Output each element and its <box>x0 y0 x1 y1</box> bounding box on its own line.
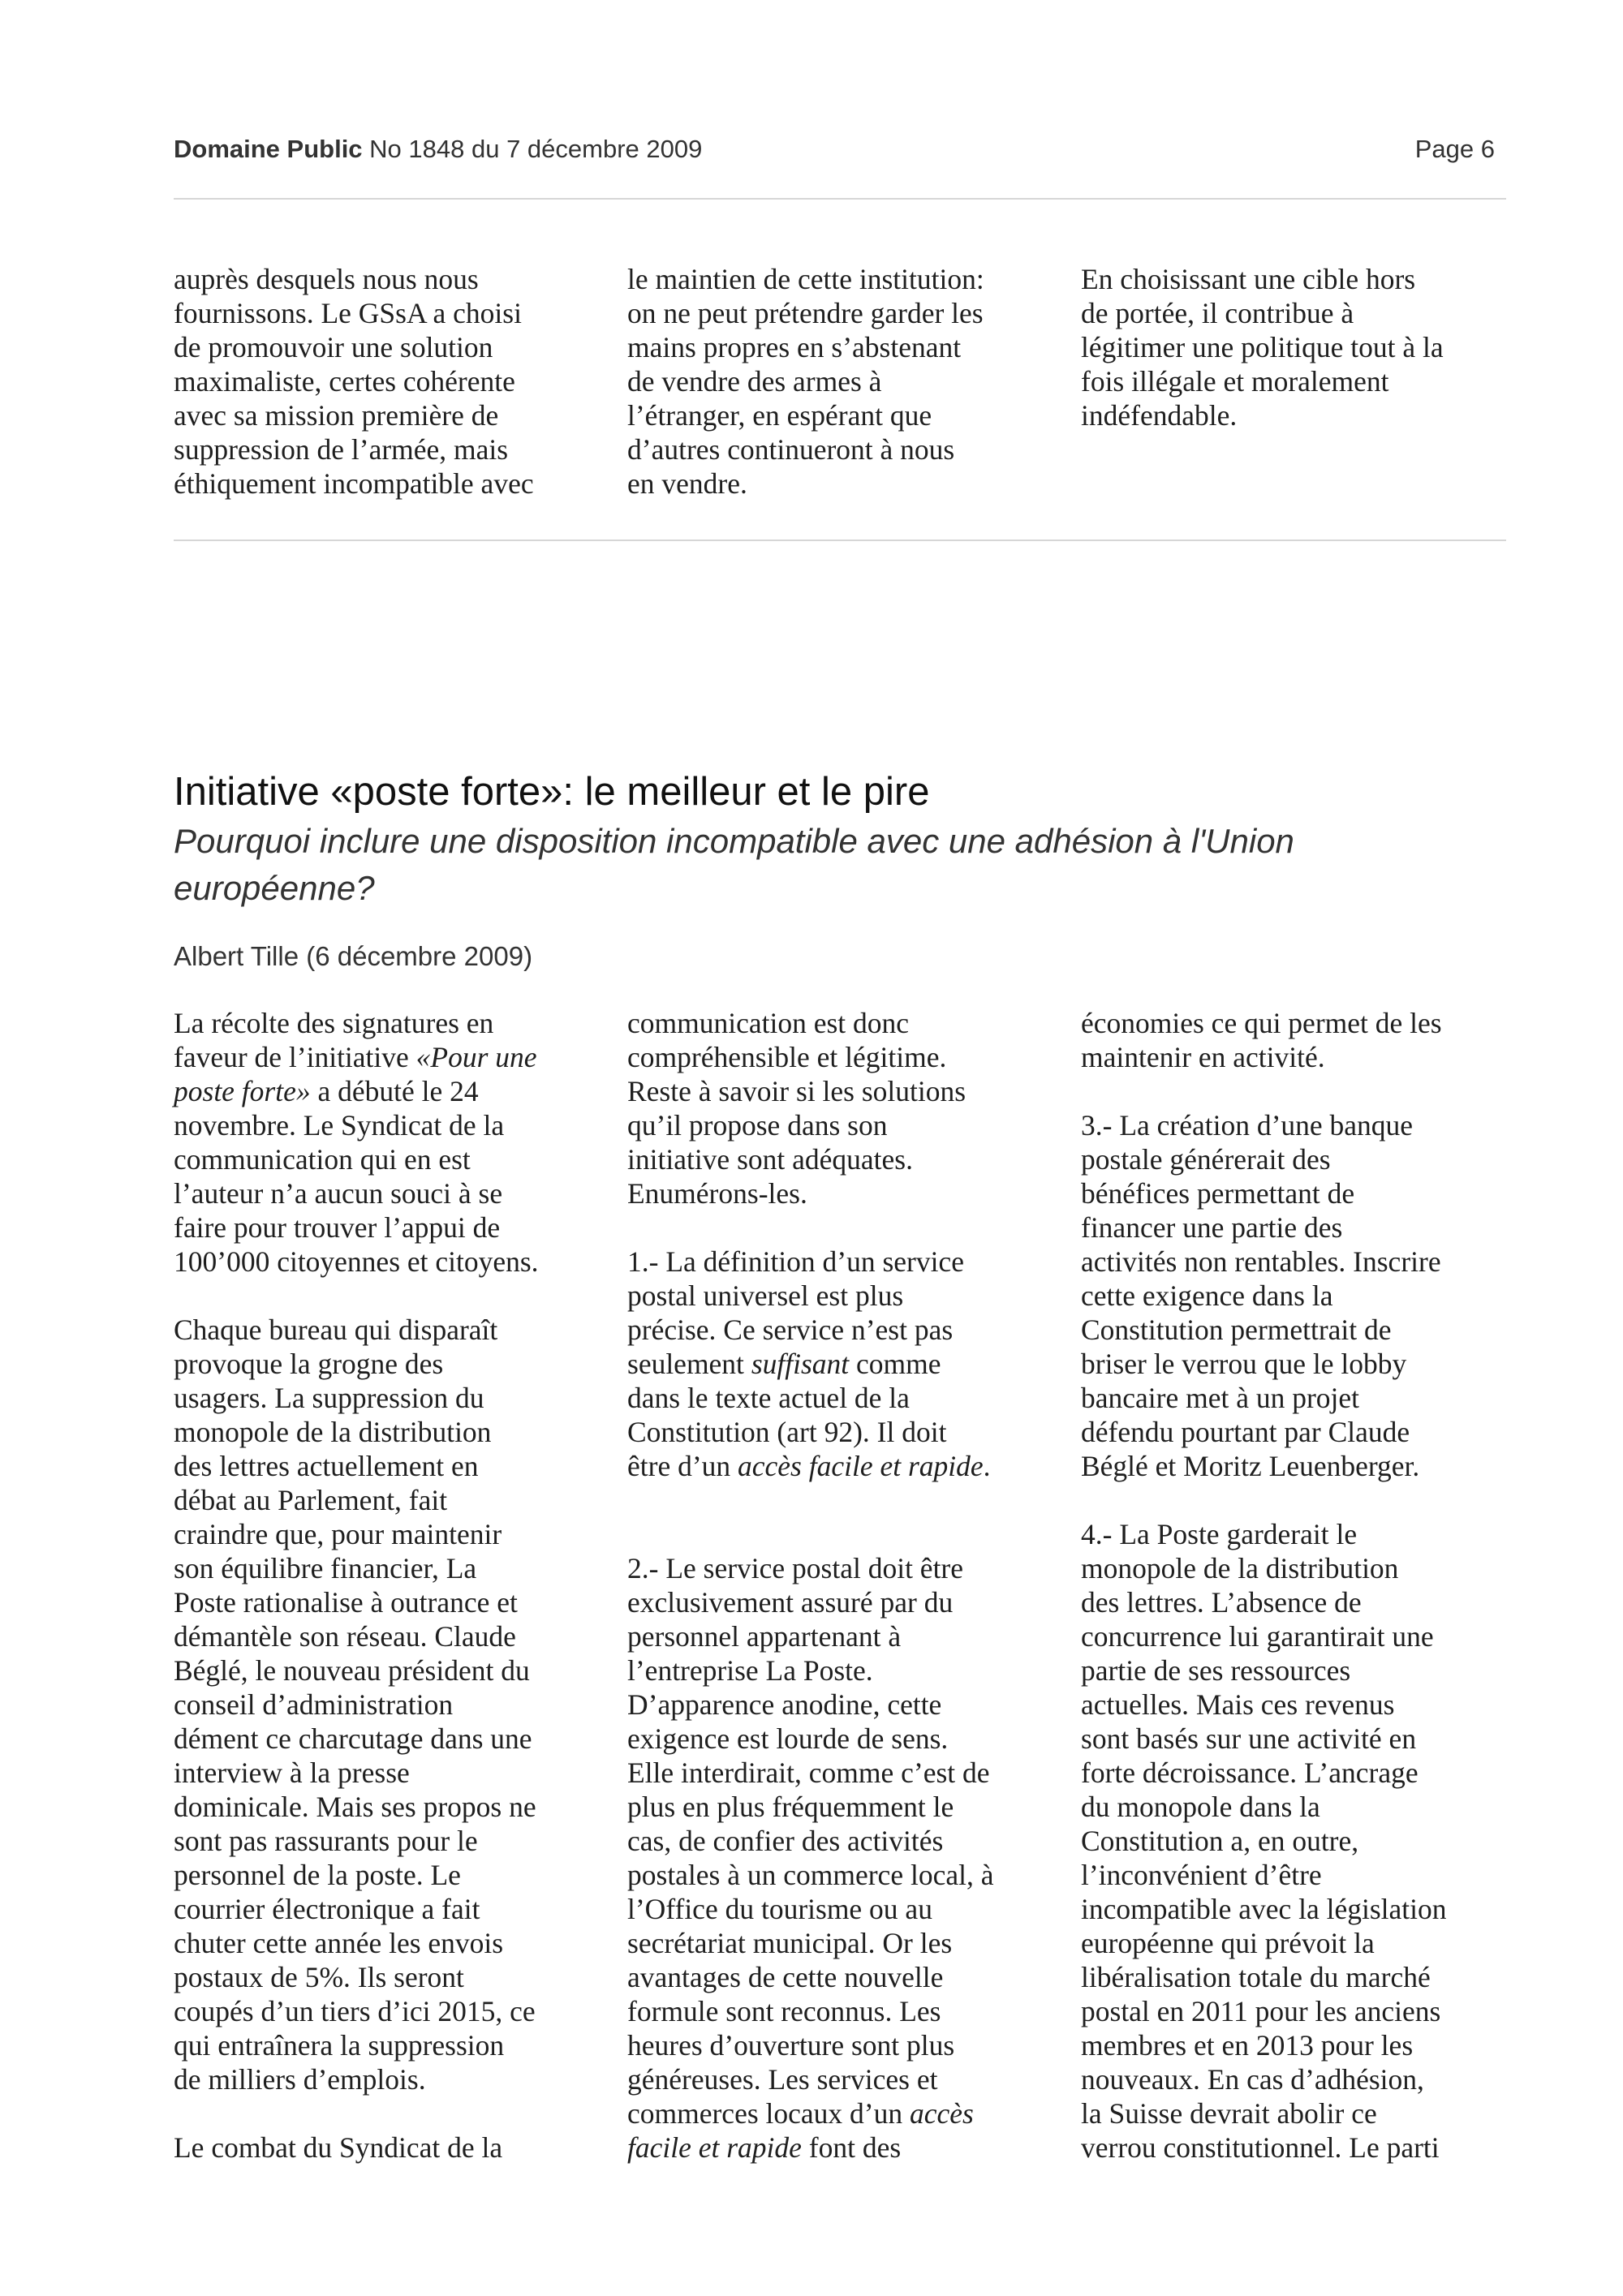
previous-article-columns <box>174 262 1506 501</box>
initiative-name: poste forte» <box>174 1075 311 1107</box>
paragraph <box>1081 1108 1506 1483</box>
text-line: incompatible avec la législation <box>1081 1893 1447 1925</box>
text-line: Chaque bureau qui disparaît <box>174 1314 498 1346</box>
text-line <box>627 2130 1053 2165</box>
text-line: coupés d’un tiers d’ici 2015, ce <box>174 1995 536 2027</box>
text-line: bénéfices permettant de <box>1081 1177 1355 1210</box>
text-line: légitimer une politique tout à la <box>1081 331 1444 363</box>
text-run: commerces locaux d’un <box>627 2097 910 2130</box>
text-line: suppression de l’armée, mais <box>174 433 509 466</box>
text-line: avec sa mission première de <box>174 399 499 432</box>
text-line: D’apparence anodine, cette <box>627 1688 942 1721</box>
text-line: 1.- La définition d’un service <box>627 1245 965 1278</box>
text-line: Constitution a, en outre, <box>1081 1825 1359 1857</box>
text-line: on ne peut prétendre garder les <box>627 297 984 329</box>
paragraph <box>627 1245 1053 1483</box>
previous-column-2 <box>627 262 1053 501</box>
text-line: maximaliste, certes cohérente <box>174 365 515 398</box>
text-line: indéfendable. <box>1081 399 1238 432</box>
text-line: éthiquement incompatible avec <box>174 467 534 500</box>
emphasis: accès <box>909 2097 974 2130</box>
text-line: conseil d’administration <box>174 1688 454 1721</box>
text-line: postal universel est plus <box>627 1279 904 1312</box>
text-run: faveur de l’initiative <box>174 1041 416 1073</box>
text-line: débat au Parlement, fait <box>174 1484 448 1516</box>
text-line: Enumérons-les. <box>627 1177 807 1210</box>
text-line: qu’il propose dans son <box>627 1109 888 1142</box>
emphasis: facile et rapide <box>627 2131 802 2164</box>
text-line: Béglé et Moritz Leuenberger. <box>1081 1450 1420 1482</box>
text-line: dément ce charcutage dans une <box>174 1722 532 1755</box>
text-line: compréhensible et légitime. <box>627 1041 947 1073</box>
text-line: communication qui en est <box>174 1143 471 1176</box>
article-columns <box>174 1006 1506 2165</box>
text-line: postales à un commerce local, à <box>627 1859 994 1891</box>
text-line: forte décroissance. L’ancrage <box>1081 1756 1419 1789</box>
paragraph <box>174 1313 599 2096</box>
text-line: faire pour trouver l’appui de <box>174 1211 501 1244</box>
issue-info: No 1848 du 7 décembre 2009 <box>369 135 703 163</box>
text-line: économies ce qui permet de les <box>1081 1007 1442 1039</box>
text-line: Constitution permettrait de <box>1081 1314 1392 1346</box>
text-line: nouveaux. En cas d’adhésion, <box>1081 2063 1424 2096</box>
article-subtitle <box>174 818 1506 912</box>
text-line: généreuses. Les services et <box>627 2063 938 2096</box>
article-divider <box>174 540 1506 541</box>
text-line: Béglé, le nouveau président du <box>174 1654 530 1687</box>
text-line: cette exigence dans la <box>1081 1279 1333 1312</box>
text-line: fois illégale et moralement <box>1081 365 1389 398</box>
article-column-2 <box>627 1006 1053 2165</box>
text-line: 4.- La Poste garderait le <box>1081 1518 1358 1550</box>
article-title: Initiative «poste forte»: le meilleur et le pire <box>174 770 930 814</box>
article-column-1 <box>174 1006 599 2165</box>
text-line: concurrence lui garantirait une <box>1081 1620 1434 1653</box>
publication-name: Domaine Public <box>174 135 363 163</box>
publication-info <box>174 135 702 164</box>
text-line: des lettres. L’absence de <box>1081 1586 1362 1619</box>
text-line <box>627 1347 1053 1381</box>
paragraph <box>1081 1517 1506 2165</box>
text-run: seulement <box>627 1348 751 1380</box>
text-line: En choisissant une cible hors <box>1081 263 1416 295</box>
text-line: communication est donc <box>627 1007 910 1039</box>
emphasis: suffisant <box>751 1348 850 1380</box>
previous-column-1 <box>174 262 599 501</box>
text-line <box>627 2096 1053 2130</box>
text-line: son équilibre financier, La <box>174 1552 477 1584</box>
text-line: de milliers d’emplois. <box>174 2063 426 2096</box>
text-run: comme <box>849 1348 941 1380</box>
paragraph <box>1081 1006 1506 1074</box>
text-line: de promouvoir une solution <box>174 331 493 363</box>
text-line: 100’000 citoyennes et citoyens. <box>174 1245 539 1278</box>
text-line: plus en plus fréquemment le <box>627 1791 954 1823</box>
text-line: libéralisation totale du marché <box>1081 1961 1431 1993</box>
text-line: bancaire met à un projet <box>1081 1382 1360 1414</box>
text-line: fournissons. Le GSsA a choisi <box>174 297 522 329</box>
text-line: de vendre des armes à <box>627 365 882 398</box>
text-line <box>627 1449 1053 1483</box>
text-line: chuter cette année les envois <box>174 1927 504 1959</box>
text-line: partie de ses ressources <box>1081 1654 1351 1687</box>
paragraph <box>174 2130 599 2165</box>
paragraph <box>627 262 1053 501</box>
text-line: usagers. La suppression du <box>174 1382 484 1414</box>
text-line <box>174 1074 599 1108</box>
text-line: Constitution (art 92). Il doit <box>627 1416 947 1448</box>
text-line: maintenir en activité. <box>1081 1041 1325 1073</box>
subtitle-line: européenne? <box>174 869 375 907</box>
text-line: l’inconvénient d’être <box>1081 1859 1322 1891</box>
page-header <box>174 130 1506 169</box>
text-line: du monopole dans la <box>1081 1791 1320 1823</box>
text-line: personnel appartenant à <box>627 1620 902 1653</box>
text-line: sont pas rassurants pour le <box>174 1825 478 1857</box>
text-line: démantèle son réseau. Claude <box>174 1620 516 1653</box>
page-number: Page 6 <box>1414 135 1495 163</box>
text-line: verrou constitutionnel. Le parti <box>1081 2131 1440 2164</box>
text-line: dans le texte actuel de la <box>627 1382 910 1414</box>
text-line: Le combat du Syndicat de la <box>174 2131 503 2164</box>
text-line: Poste rationalise à outrance et <box>174 1586 518 1619</box>
initiative-name: «Pour une <box>415 1041 537 1073</box>
text-line: l’entreprise La Poste. <box>627 1654 873 1687</box>
text-line: initiative sont adéquates. <box>627 1143 913 1176</box>
paragraph <box>627 1551 1053 2165</box>
text-line: dominicale. Mais ses propos ne <box>174 1791 536 1823</box>
text-line: auprès desquels nous nous <box>174 263 479 295</box>
paragraph <box>1081 262 1506 432</box>
text-line: 3.- La création d’une banque <box>1081 1109 1414 1142</box>
text-line: interview à la presse <box>174 1756 410 1789</box>
text-run: être d’un <box>627 1450 738 1482</box>
text-line: secrétariat municipal. Or les <box>627 1927 953 1959</box>
text-line: postaux de 5%. Ils seront <box>174 1961 464 1993</box>
text-line: de portée, il contribue à <box>1081 297 1354 329</box>
text-run: a débuté le 24 <box>310 1075 479 1107</box>
paragraph <box>174 262 599 501</box>
text-line: qui entraînera la suppression <box>174 2029 505 2062</box>
text-line: actuelles. Mais ces revenus <box>1081 1688 1395 1721</box>
text-line: craindre que, pour maintenir <box>174 1518 502 1550</box>
text-line: courrier électronique a fait <box>174 1893 480 1925</box>
text-line: financer une partie des <box>1081 1211 1343 1244</box>
text-line: monopole de la distribution <box>174 1416 492 1448</box>
paragraph <box>627 1006 1053 1210</box>
text-line: l’auteur n’a aucun souci à se <box>174 1177 503 1210</box>
text-line: exigence est lourde de sens. <box>627 1722 949 1755</box>
text-line <box>174 1040 599 1074</box>
article-author: Albert Tille (6 décembre 2009) <box>174 941 533 971</box>
text-line: exclusivement assuré par du <box>627 1586 954 1619</box>
text-line: la Suisse devrait abolir ce <box>1081 2097 1377 2130</box>
text-line: européenne qui prévoit la <box>1081 1927 1375 1959</box>
text-line: d’autres continueront à nous <box>627 433 955 466</box>
text-line: formule sont reconnus. Les <box>627 1995 941 2027</box>
text-line: sont basés sur une activité en <box>1081 1722 1417 1755</box>
article-column-3 <box>1081 1006 1506 2165</box>
emphasis: accès facile et rapide <box>738 1450 984 1482</box>
text-line: La récolte des signatures en <box>174 1007 494 1039</box>
previous-column-3 <box>1081 262 1506 501</box>
text-line: avantages de cette nouvelle <box>627 1961 944 1993</box>
text-line: en vendre. <box>627 467 747 500</box>
text-line: Elle interdirait, comme c’est de <box>627 1756 990 1789</box>
text-line: des lettres actuellement en <box>174 1450 479 1482</box>
text-run: font des <box>801 2131 902 2164</box>
text-line: provoque la grogne des <box>174 1348 444 1380</box>
text-line: cas, de confier des activités <box>627 1825 944 1857</box>
text-line: postale générerait des <box>1081 1143 1331 1176</box>
text-line: activités non rentables. Inscrire <box>1081 1245 1441 1278</box>
text-line: mains propres en s’abstenant <box>627 331 962 363</box>
text-line: monopole de la distribution <box>1081 1552 1399 1584</box>
text-line: Reste à savoir si les solutions <box>627 1075 966 1107</box>
text-line: défendu pourtant par Claude <box>1081 1416 1410 1448</box>
text-line: postal en 2011 pour les anciens <box>1081 1995 1441 2027</box>
text-line: briser le verrou que le lobby <box>1081 1348 1407 1380</box>
text-line: heures d’ouverture sont plus <box>627 2029 955 2062</box>
text-line: 2.- Le service postal doit être <box>627 1552 964 1584</box>
text-line: précise. Ce service n’est pas <box>627 1314 954 1346</box>
text-line: membres et en 2013 pour les <box>1081 2029 1414 2062</box>
header-divider <box>174 198 1506 200</box>
text-line: novembre. Le Syndicat de la <box>174 1109 505 1142</box>
text-line: le maintien de cette institution: <box>627 263 984 295</box>
text-run: . <box>983 1450 991 1482</box>
text-line: personnel de la poste. Le <box>174 1859 461 1891</box>
text-line: l’Office du tourisme ou au <box>627 1893 932 1925</box>
subtitle-line: Pourquoi inclure une disposition incompatible avec une adhésion à l'Union <box>174 822 1294 860</box>
text-line: l’étranger, en espérant que <box>627 399 932 432</box>
paragraph <box>174 1006 599 1279</box>
